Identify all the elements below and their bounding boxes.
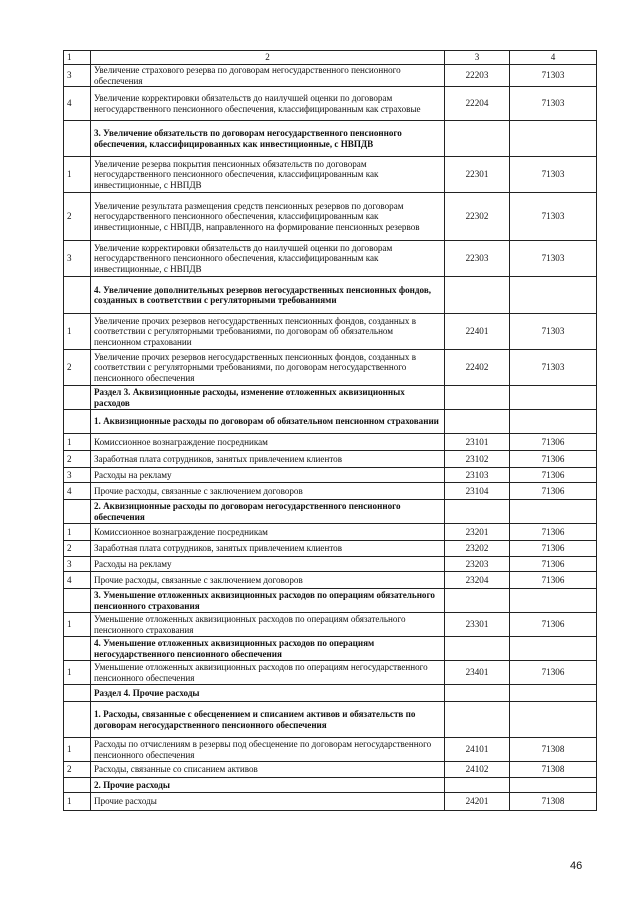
row-code: [445, 685, 510, 702]
row-account: 71306: [510, 541, 597, 557]
header-col-3: 3: [445, 51, 510, 65]
row-code: 23202: [445, 541, 510, 557]
row-account: 71303: [510, 193, 597, 241]
row-account: 71303: [510, 157, 597, 193]
row-number: 4: [64, 87, 91, 121]
row-code: [445, 702, 510, 738]
table-row: [64, 762, 597, 778]
section-header-row: [64, 589, 597, 613]
row-description: Увеличение прочих резервов негосударственных пенсионных фондов, созданных в соответствии с регуляторными требованиями, по договорам об обязательном пенсионном страховании: [91, 314, 445, 350]
table-row: [64, 613, 597, 637]
row-description: 4. Уменьшение отложенных аквизиционных расходов по операциям негосударственного пенсионного обеспечения: [91, 637, 445, 661]
row-number: 2: [64, 193, 91, 241]
row-account: [510, 410, 597, 434]
row-code: 22302: [445, 193, 510, 241]
row-account: 71303: [510, 65, 597, 87]
row-number: 1: [64, 434, 91, 451]
row-number: [64, 685, 91, 702]
row-description: Прочие расходы: [91, 793, 445, 811]
row-account: [510, 778, 597, 793]
row-code: 24101: [445, 738, 510, 762]
row-description: Раздел 4. Прочие расходы: [91, 685, 445, 702]
row-code: [445, 277, 510, 314]
row-description: Расходы на рекламу: [91, 557, 445, 572]
row-code: [445, 637, 510, 661]
row-code: 23401: [445, 661, 510, 685]
row-description: Уменьшение отложенных аквизиционных расходов по операциям обязательного пенсионного страхования: [91, 613, 445, 637]
row-description: Уменьшение отложенных аквизиционных расходов по операциям негосударственного пенсионного обеспечения: [91, 661, 445, 685]
row-number: [64, 500, 91, 524]
row-code: 22301: [445, 157, 510, 193]
table-row: [64, 793, 597, 811]
row-description: 4. Увеличение дополнительных резервов негосударственных пенсионных фондов, созданных в соответствии с регуляторными требованиями: [91, 277, 445, 314]
table-row: [64, 65, 597, 87]
row-account: [510, 121, 597, 157]
header-col-1: 1: [64, 51, 91, 65]
row-account: [510, 702, 597, 738]
row-account: [510, 589, 597, 613]
table-row: [64, 87, 597, 121]
row-number: [64, 778, 91, 793]
row-code: 24102: [445, 762, 510, 778]
row-code: 23103: [445, 468, 510, 483]
row-code: 23102: [445, 451, 510, 468]
row-code: 22203: [445, 65, 510, 87]
row-account: [510, 500, 597, 524]
section-header-row: [64, 277, 597, 314]
row-number: 2: [64, 350, 91, 386]
row-description: Раздел 3. Аквизиционные расходы, изменение отложенных аквизиционных расходов: [91, 386, 445, 410]
section-header-row: [64, 637, 597, 661]
row-description: Увеличение результата размещения средств пенсионных резервов по договорам негосударственного пенсионного обеспечения, классифицированным как инвестиционные, с НВПДВ, направленного на формирование пенсионных резервов: [91, 193, 445, 241]
row-code: 23101: [445, 434, 510, 451]
row-description: Комиссионное вознаграждение посредникам: [91, 434, 445, 451]
section-header-row: [64, 500, 597, 524]
row-number: 2: [64, 762, 91, 778]
row-account: [510, 685, 597, 702]
header-col-2: 2: [91, 51, 445, 65]
row-code: 22401: [445, 314, 510, 350]
accounts-table: [63, 50, 597, 811]
table-header-row: [64, 51, 597, 65]
row-number: [64, 589, 91, 613]
row-number: 4: [64, 572, 91, 589]
row-number: 4: [64, 483, 91, 500]
row-account: 71308: [510, 738, 597, 762]
row-description: 3. Увеличение обязательств по договорам негосударственного пенсионного обеспечения, классифицированных как инвестиционные, с НВПДВ: [91, 121, 445, 157]
row-account: 71306: [510, 557, 597, 572]
row-code: 23204: [445, 572, 510, 589]
row-account: 71303: [510, 87, 597, 121]
row-number: 3: [64, 468, 91, 483]
section-header-row: [64, 778, 597, 793]
row-number: [64, 386, 91, 410]
row-description: Увеличение корректировки обязательств до наилучшей оценки по договорам негосударственного пенсионного обеспечения, классифицированным как страховые: [91, 87, 445, 121]
row-code: 24201: [445, 793, 510, 811]
row-description: 1. Расходы, связанные с обесценением и списанием активов и обязательств по договорам негосударственного пенсионного обеспечения: [91, 702, 445, 738]
table-row: [64, 193, 597, 241]
row-number: 3: [64, 557, 91, 572]
row-description: Расходы на рекламу: [91, 468, 445, 483]
row-account: 71308: [510, 762, 597, 778]
row-code: [445, 589, 510, 613]
row-code: 22303: [445, 241, 510, 277]
table-body: [64, 51, 597, 811]
table-row: [64, 738, 597, 762]
table-row: [64, 483, 597, 500]
row-account: 71306: [510, 483, 597, 500]
row-description: Увеличение резерва покрытия пенсионных обязательств по договорам негосударственного пенсионного обеспечения, классифицированным как инвестиционные, с НВПДВ: [91, 157, 445, 193]
row-code: 23201: [445, 524, 510, 541]
section-header-row: [64, 410, 597, 434]
row-code: [445, 410, 510, 434]
table-row: [64, 661, 597, 685]
row-code: 23104: [445, 483, 510, 500]
table-row: [64, 314, 597, 350]
table-row: [64, 157, 597, 193]
row-number: 1: [64, 793, 91, 811]
row-code: 23301: [445, 613, 510, 637]
row-account: 71306: [510, 661, 597, 685]
row-description: Расходы, связанные со списанием активов: [91, 762, 445, 778]
row-description: 1. Аквизиционные расходы по договорам об обязательном пенсионном страховании: [91, 410, 445, 434]
row-account: [510, 386, 597, 410]
row-account: 71306: [510, 524, 597, 541]
table-row: [64, 468, 597, 483]
row-code: [445, 386, 510, 410]
row-number: 1: [64, 524, 91, 541]
row-account: 71303: [510, 350, 597, 386]
row-description: Расходы по отчислениям в резервы под обесценение по договорам негосударственного пенсионного обеспечения: [91, 738, 445, 762]
row-number: 1: [64, 738, 91, 762]
row-description: 2. Аквизиционные расходы по договорам негосударственного пенсионного обеспечения: [91, 500, 445, 524]
row-number: [64, 702, 91, 738]
row-number: 1: [64, 613, 91, 637]
row-description: 3. Уменьшение отложенных аквизиционных расходов по операциям обязательного пенсионного страхования: [91, 589, 445, 613]
row-number: 2: [64, 451, 91, 468]
page-number: 46: [570, 860, 583, 872]
row-description: Увеличение корректировки обязательств до наилучшей оценки по договорам негосударственного пенсионного обеспечения, классифицированным как инвестиционные, с НВПДВ: [91, 241, 445, 277]
row-code: [445, 778, 510, 793]
row-account: 71303: [510, 314, 597, 350]
row-description: Заработная плата сотрудников, занятых привлечением клиентов: [91, 451, 445, 468]
row-description: Комиссионное вознаграждение посредникам: [91, 524, 445, 541]
row-account: 71306: [510, 572, 597, 589]
row-description: Прочие расходы, связанные с заключением договоров: [91, 483, 445, 500]
section-header-row: [64, 685, 597, 702]
section-header-row: [64, 121, 597, 157]
row-code: [445, 121, 510, 157]
row-description: Увеличение страхового резерва по договорам негосударственного пенсионного обеспечения: [91, 65, 445, 87]
row-code: 22402: [445, 350, 510, 386]
row-account: 71306: [510, 613, 597, 637]
row-number: 1: [64, 157, 91, 193]
row-code: 23203: [445, 557, 510, 572]
table-row: [64, 241, 597, 277]
row-account: [510, 637, 597, 661]
row-number: 3: [64, 65, 91, 87]
row-description: Увеличение прочих резервов негосударственных пенсионных фондов, созданных в соответствии с регуляторными требованиями, по договорам негосударственного пенсионного обеспечения: [91, 350, 445, 386]
row-account: 71303: [510, 241, 597, 277]
section-header-row: [64, 702, 597, 738]
row-number: [64, 410, 91, 434]
row-number: 1: [64, 314, 91, 350]
row-account: [510, 277, 597, 314]
row-account: 71306: [510, 468, 597, 483]
row-number: 2: [64, 541, 91, 557]
row-number: 1: [64, 661, 91, 685]
row-description: 2. Прочие расходы: [91, 778, 445, 793]
table-row: [64, 434, 597, 451]
row-account: 71308: [510, 793, 597, 811]
row-number: [64, 121, 91, 157]
section-header-row: [64, 386, 597, 410]
table-row: [64, 524, 597, 541]
row-number: [64, 277, 91, 314]
row-number: [64, 637, 91, 661]
table-row: [64, 557, 597, 572]
row-code: 22204: [445, 87, 510, 121]
table-row: [64, 572, 597, 589]
row-account: 71306: [510, 434, 597, 451]
row-account: 71306: [510, 451, 597, 468]
row-description: Заработная плата сотрудников, занятых привлечением клиентов: [91, 541, 445, 557]
table-row: [64, 350, 597, 386]
header-col-4: 4: [510, 51, 597, 65]
table-row: [64, 451, 597, 468]
table-row: [64, 541, 597, 557]
row-code: [445, 500, 510, 524]
row-description: Прочие расходы, связанные с заключением договоров: [91, 572, 445, 589]
row-number: 3: [64, 241, 91, 277]
